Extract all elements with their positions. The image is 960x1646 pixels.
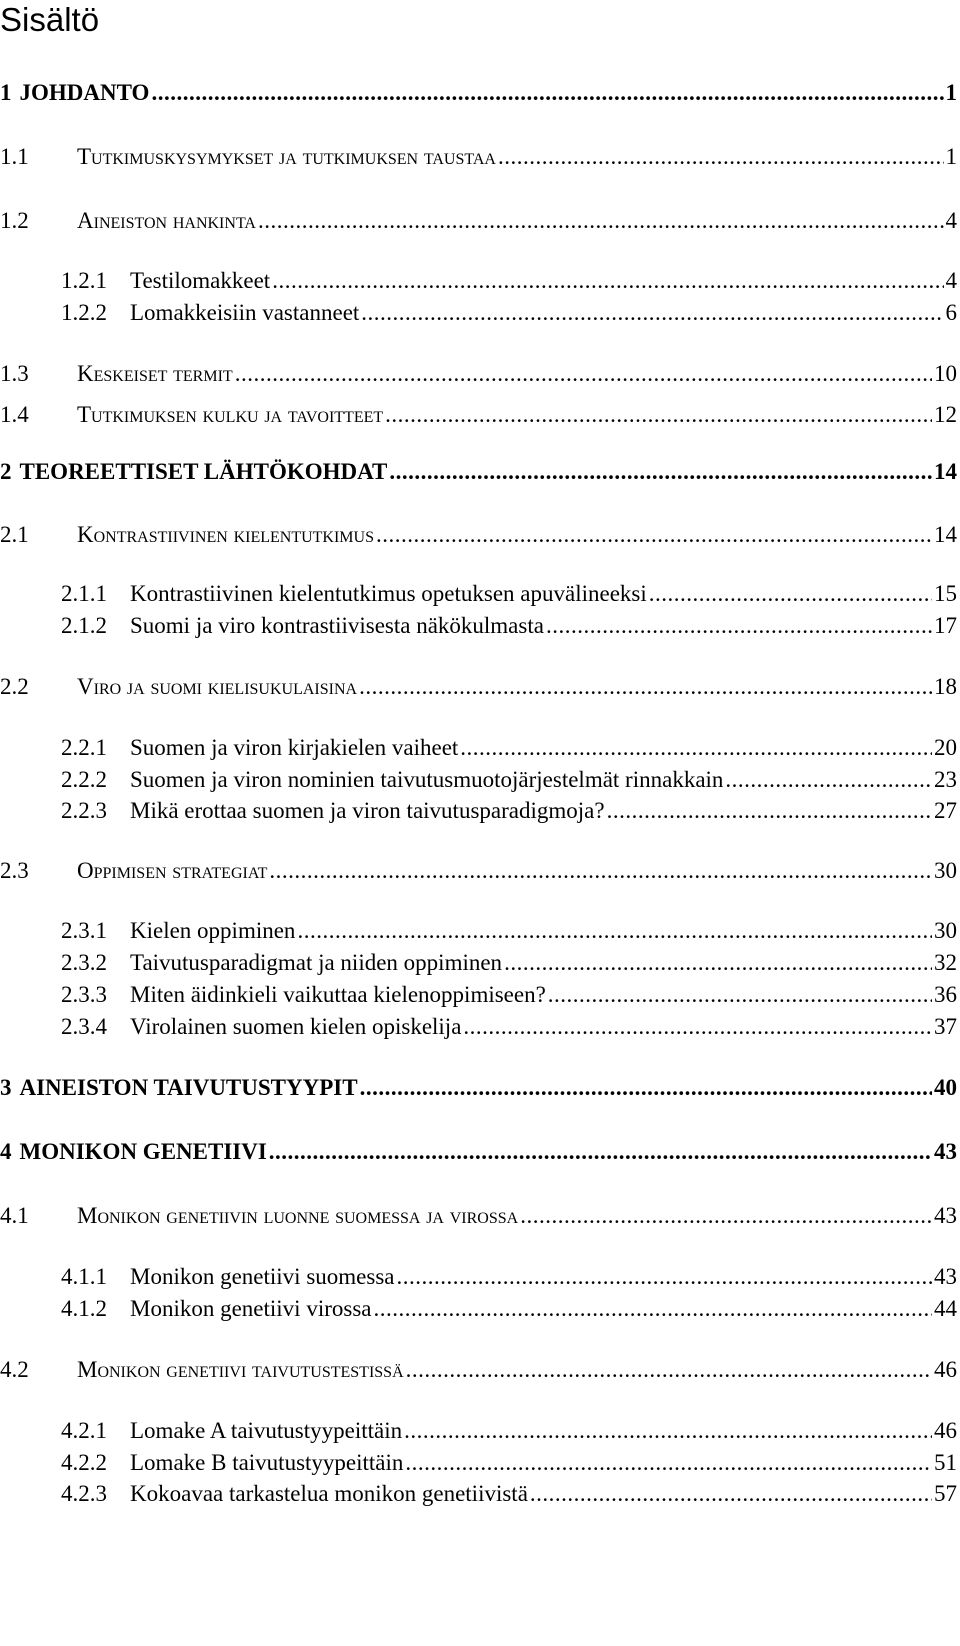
toc-dot-leader (404, 1418, 932, 1444)
toc-entry-title: Kontrastiivinen kielentutkimus opetuksen apuvälineeksi (130, 581, 647, 606)
toc-entry-page: 20 (934, 735, 957, 760)
toc-entry-number: 2.1.1 (61, 581, 107, 606)
toc-entry-page: 17 (934, 613, 957, 638)
toc-entry-section[interactable] (0, 674, 957, 700)
toc-entry-section[interactable] (0, 402, 957, 428)
toc-entry-number: 2.3.3 (61, 982, 107, 1007)
toc-entry-page: 44 (934, 1296, 957, 1321)
toc-entry-number: 2.1.2 (61, 613, 107, 638)
toc-entry-section[interactable] (0, 522, 957, 548)
toc-entry-number: 4.2.3 (61, 1481, 107, 1506)
toc-entry-page: 27 (934, 798, 957, 823)
toc-entry-number: 4.1 (0, 1203, 29, 1228)
toc-entry-number: 2.2.3 (61, 798, 107, 823)
toc-entry-title: Monikon genetiivi virossa (130, 1296, 372, 1321)
toc-entry-number: 1.2.1 (61, 268, 107, 293)
toc-entry-number: 1 (0, 80, 12, 105)
toc-dot-leader (361, 300, 943, 326)
toc-entry-number: 2.2.2 (61, 767, 107, 792)
toc-entry-subsection[interactable] (61, 1418, 957, 1444)
toc-dot-leader (359, 674, 932, 700)
toc-entry-title: Testilomakkeet (130, 268, 271, 293)
toc-dot-leader (530, 1481, 932, 1507)
toc-dot-leader (405, 1450, 932, 1476)
toc-dot-leader (548, 982, 932, 1008)
toc-entry-subsection[interactable] (61, 950, 957, 976)
toc-entry-page: 30 (934, 918, 957, 943)
toc-entry-title: Lomakkeisiin vastanneet (130, 300, 360, 325)
toc-entry-section[interactable] (0, 1203, 957, 1229)
toc-entry-page: 43 (934, 1264, 957, 1289)
toc-entry-title: MONIKON GENETIIVI (19, 1139, 267, 1164)
toc-dot-leader (269, 1139, 932, 1165)
toc-dot-leader (649, 581, 932, 607)
toc-entry-page: 43 (934, 1203, 957, 1228)
toc-entry-page: 43 (934, 1139, 957, 1164)
toc-entry-page: 10 (934, 361, 957, 386)
toc-entry-number: 2 (0, 459, 12, 484)
toc-entry-chapter[interactable] (0, 459, 957, 485)
page-title: Sisältö (0, 1, 100, 38)
toc-entry-section[interactable] (0, 144, 957, 170)
toc-entry-number: 4.1.2 (61, 1296, 107, 1321)
toc-entry-title: Kokoavaa tarkastelua monikon genetiivistä (130, 1481, 528, 1506)
toc-entry-page: 40 (934, 1075, 957, 1100)
toc-entry-page: 4 (945, 208, 957, 233)
toc-entry-title: Suomi ja viro kontrastiivisesta näkökulmasta (130, 613, 544, 638)
toc-entry-subsection[interactable] (61, 1264, 957, 1290)
toc-entry-number: 4.2.2 (61, 1450, 107, 1475)
toc-entry-section[interactable] (0, 1357, 957, 1383)
toc-entry-number: 1.2.2 (61, 300, 107, 325)
toc-entry-number: 1.2 (0, 208, 29, 233)
toc-dot-leader (460, 735, 932, 761)
toc-entry-subsection[interactable] (61, 1014, 957, 1040)
toc-entry-title: TEOREETTISET LÄHTÖKOHDAT (19, 459, 388, 484)
toc-entry-number: 2.2 (0, 674, 29, 699)
toc-entry-title: AINEISTON TAIVUTUSTYYPIT (19, 1075, 358, 1100)
toc-entry-number: 4.1.1 (61, 1264, 107, 1289)
toc-entry-page: 6 (945, 300, 957, 325)
toc-dot-leader (297, 918, 932, 944)
toc-entry-subsection[interactable] (61, 918, 957, 944)
toc-entry-subsection[interactable] (61, 1296, 957, 1322)
toc-dot-leader (546, 613, 932, 639)
toc-entry-page: 32 (934, 950, 957, 975)
toc-dot-leader (504, 950, 932, 976)
toc-entry-number: 2.2.1 (61, 735, 107, 760)
toc-entry-number: 3 (0, 1075, 12, 1100)
toc-entry-subsection[interactable] (61, 1450, 957, 1476)
toc-entry-title: Monikon genetiivi suomessa (130, 1264, 395, 1289)
toc-entry-title: Suomen ja viron nominien taivutusmuotojärjestelmät rinnakkain (130, 767, 724, 792)
toc-entry-title: Tutkimuksen kulku ja tavoitteet (77, 402, 384, 427)
toc-entry-page: 14 (934, 522, 957, 547)
toc-entry-page: 36 (934, 982, 957, 1007)
toc-entry-title: Oppimisen strategiat (77, 858, 268, 883)
toc-entry-title: JOHDANTO (19, 80, 150, 105)
toc-entry-number: 2.3.2 (61, 950, 107, 975)
toc-entry-subsection[interactable] (61, 581, 957, 607)
toc-entry-subsection[interactable] (61, 798, 957, 824)
toc-entry-title: Keskeiset termit (77, 361, 233, 386)
toc-dot-leader (269, 858, 932, 884)
toc-dot-leader (235, 361, 932, 387)
toc-dot-leader (151, 80, 943, 106)
toc-dot-leader (389, 459, 932, 485)
toc-entry-number: 1.4 (0, 402, 29, 427)
toc-entry-subsection[interactable] (61, 268, 957, 294)
toc-entry-number: 4.2 (0, 1357, 29, 1382)
toc-entry-subsection[interactable] (61, 613, 957, 639)
toc-entry-number: 2.3 (0, 858, 29, 883)
toc-entry-title: Monikon genetiivin luonne suomessa ja virossa (77, 1203, 519, 1228)
toc-dot-leader (463, 1014, 932, 1040)
toc-entry-title: Virolainen suomen kielen opiskelija (130, 1014, 462, 1039)
toc-entry-title: Miten äidinkieli vaikuttaa kielenoppimiseen? (130, 982, 546, 1007)
toc-dot-leader (607, 798, 932, 824)
toc-entry-page: 4 (945, 268, 957, 293)
toc-entry-title: Monikon genetiivi taivutustestissä (77, 1357, 404, 1382)
toc-entry-chapter[interactable] (0, 1139, 957, 1165)
toc-entry-number: 1.1 (0, 144, 29, 169)
toc-entry-number: 2.3.4 (61, 1014, 107, 1039)
toc-dot-leader (385, 402, 932, 428)
toc-entry-section[interactable] (0, 361, 957, 387)
toc-dot-leader (376, 522, 932, 548)
toc-entry-title: Lomake B taivutustyypeittäin (130, 1450, 404, 1475)
toc-entry-page: 30 (934, 858, 957, 883)
toc-dot-leader (498, 144, 944, 170)
toc-dot-leader (396, 1264, 932, 1290)
toc-entry-number: 2.1 (0, 522, 29, 547)
toc-entry-chapter[interactable] (0, 80, 957, 106)
toc-entry-subsection[interactable] (61, 767, 957, 793)
toc-entry-number: 1.3 (0, 361, 29, 386)
toc-dot-leader (360, 1075, 932, 1101)
toc-dot-leader (725, 767, 932, 793)
toc-dot-leader (258, 208, 944, 234)
toc-entry-section[interactable] (0, 858, 957, 884)
toc-entry-title: Taivutusparadigmat ja niiden oppiminen (130, 950, 503, 975)
toc-entry-chapter[interactable] (0, 1075, 957, 1101)
toc-entry-title: Lomake A taivutustyypeittäin (130, 1418, 403, 1443)
toc-entry-page: 14 (934, 459, 957, 484)
toc-entry-page: 1 (945, 80, 957, 105)
toc-entry-title: Mikä erottaa suomen ja viron taivutusparadigmoja? (130, 798, 605, 823)
toc-entry-page: 15 (934, 581, 957, 606)
toc-entry-subsection[interactable] (61, 1481, 957, 1507)
toc-entry-title: Kontrastiivinen kielentutkimus (77, 522, 374, 547)
toc-dot-leader (520, 1203, 932, 1229)
toc-entry-number: 4 (0, 1139, 12, 1164)
toc-entry-page: 51 (934, 1450, 957, 1475)
toc-entry-page: 23 (934, 767, 957, 792)
toc-entry-page: 18 (934, 674, 957, 699)
toc-entry-number: 2.3.1 (61, 918, 107, 943)
toc-entry-title: Tutkimuskysymykset ja tutkimuksen taustaa (77, 144, 496, 169)
toc-entry-subsection[interactable] (61, 735, 957, 761)
toc-dot-leader (272, 268, 943, 294)
toc-entry-subsection[interactable] (61, 300, 957, 326)
toc-entry-page: 46 (934, 1357, 957, 1382)
toc-entry-page: 12 (934, 402, 957, 427)
toc-entry-number: 4.2.1 (61, 1418, 107, 1443)
toc-entry-title: Aineiston hankinta (77, 208, 256, 233)
toc-entry-title: Viro ja suomi kielisukulaisina (77, 674, 358, 699)
toc-entry-title: Kielen oppiminen (130, 918, 296, 943)
toc-dot-leader (406, 1357, 932, 1383)
toc-entry-page: 46 (934, 1418, 957, 1443)
toc-entry-page: 1 (945, 144, 957, 169)
toc-entry-page: 57 (934, 1481, 957, 1506)
toc-entry-section[interactable] (0, 208, 957, 234)
toc-entry-page: 37 (934, 1014, 957, 1039)
toc-entry-subsection[interactable] (61, 982, 957, 1008)
toc-entry-title: Suomen ja viron kirjakielen vaiheet (130, 735, 459, 760)
toc-dot-leader (373, 1296, 932, 1322)
